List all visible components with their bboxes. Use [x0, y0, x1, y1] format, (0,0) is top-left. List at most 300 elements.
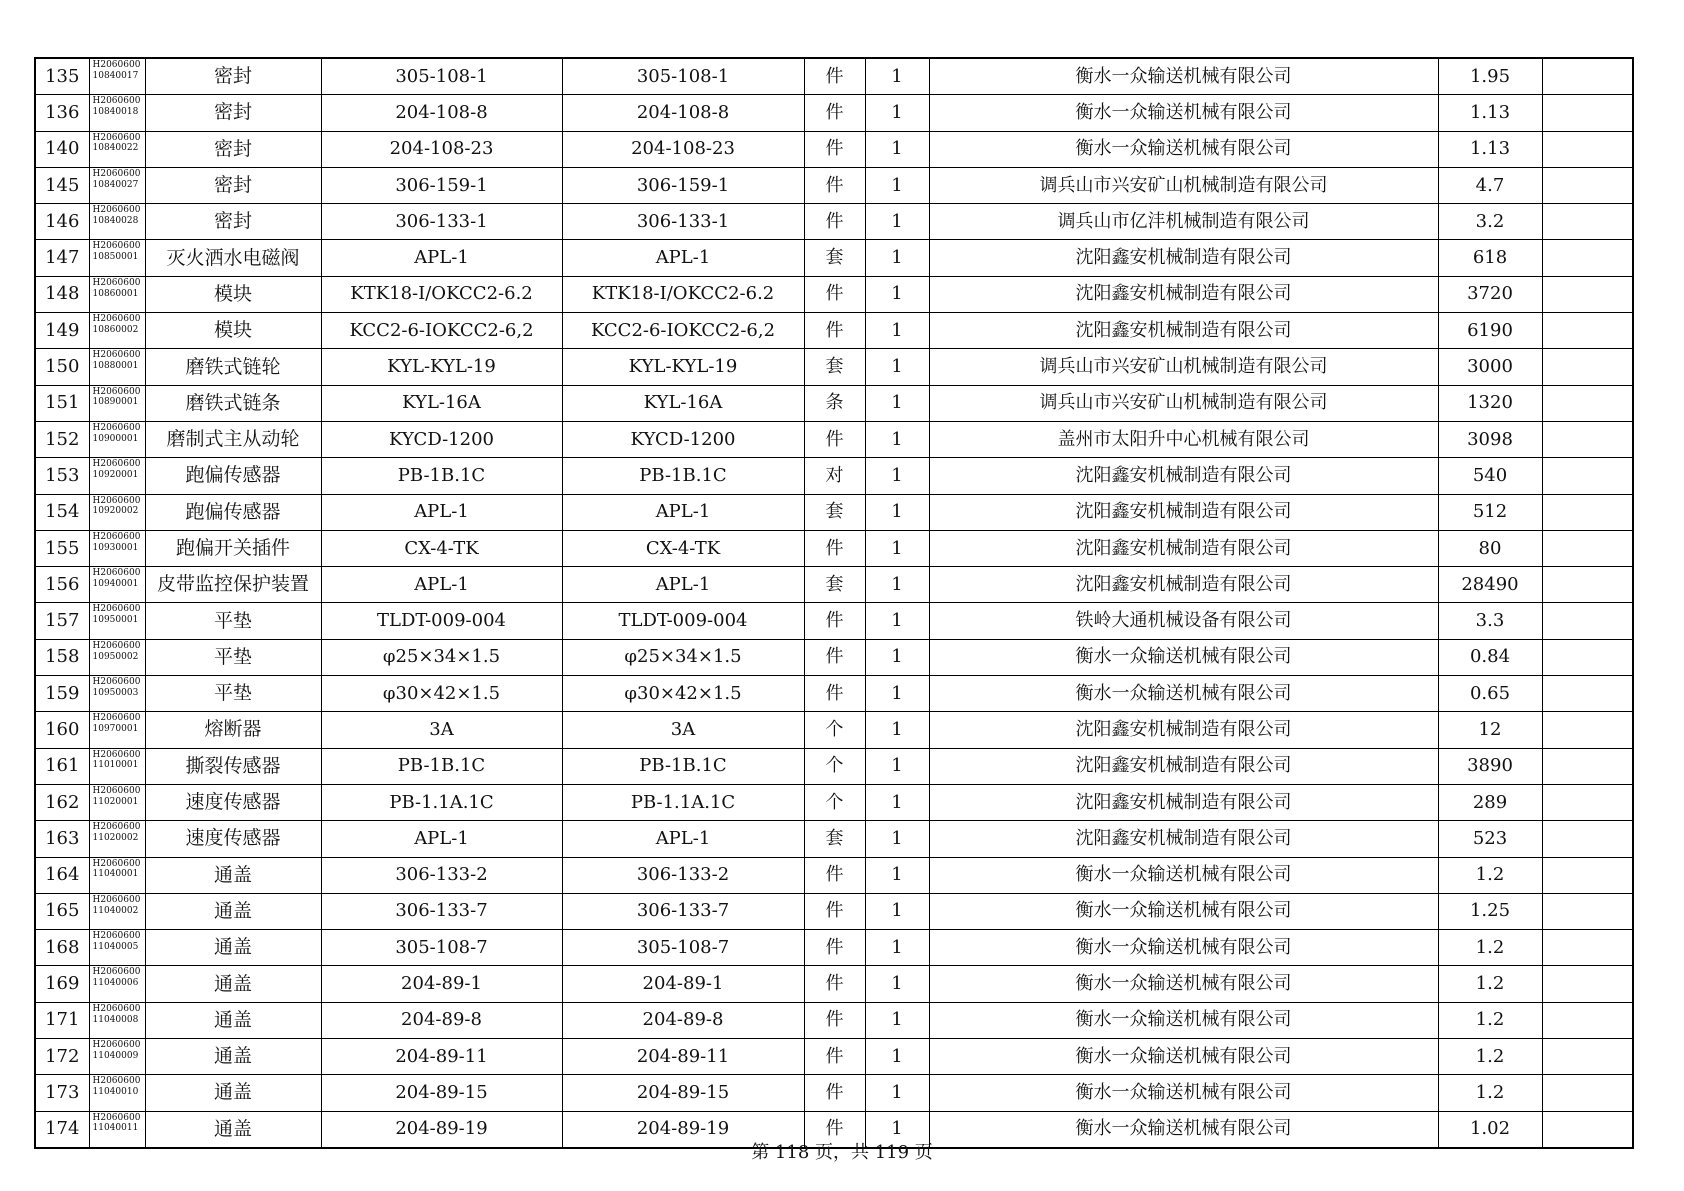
supplier: 衡水一众输送机械有限公司 — [929, 930, 1438, 966]
material-name: 皮带监控保护装置 — [145, 567, 321, 603]
specification: 204-89-19 — [321, 1111, 562, 1148]
supplier: 调兵山市兴安矿山机械制造有限公司 — [929, 349, 1438, 385]
material-code-prefix: H2060600 — [92, 205, 141, 216]
remark — [1542, 385, 1633, 421]
material-code — [89, 58, 145, 95]
quantity: 1 — [865, 349, 929, 385]
material-code-suffix: 10850001 — [92, 252, 139, 263]
unit-price: 12 — [1438, 712, 1542, 748]
material-code-prefix: H2060600 — [92, 422, 141, 433]
unit: 套 — [804, 349, 865, 385]
remark — [1542, 421, 1633, 457]
unit: 个 — [804, 748, 865, 784]
unit: 件 — [804, 530, 865, 566]
material-code-suffix: 11040005 — [92, 941, 139, 952]
material-name: 通盖 — [145, 930, 321, 966]
material-code-prefix: H2060600 — [92, 531, 141, 542]
table-row — [35, 893, 1633, 929]
remark — [1542, 784, 1633, 820]
material-code — [89, 930, 145, 966]
supplier: 盖州市太阳升中心机械有限公司 — [929, 421, 1438, 457]
remark — [1542, 567, 1633, 603]
unit-price: 1.95 — [1438, 58, 1542, 95]
unit: 套 — [804, 821, 865, 857]
material-name: 密封 — [145, 95, 321, 131]
material-code-prefix: H2060600 — [92, 1040, 141, 1051]
model-number: TLDT-009-004 — [562, 603, 804, 639]
material-code — [89, 567, 145, 603]
material-code-suffix: 10890001 — [92, 397, 139, 408]
material-code-prefix: H2060600 — [92, 604, 141, 615]
unit-price: 3720 — [1438, 276, 1542, 312]
specification: APL-1 — [321, 494, 562, 530]
unit-price: 1.2 — [1438, 1075, 1542, 1111]
remark — [1542, 1039, 1633, 1075]
material-code — [89, 421, 145, 457]
remark — [1542, 712, 1633, 748]
specification: 305-108-1 — [321, 58, 562, 95]
specification: 306-133-1 — [321, 204, 562, 240]
unit: 件 — [804, 95, 865, 131]
remark — [1542, 603, 1633, 639]
row-number: 164 — [35, 857, 89, 893]
specification: KYL-KYL-19 — [321, 349, 562, 385]
material-code-suffix: 11040009 — [92, 1050, 139, 1061]
material-code-suffix: 11040010 — [92, 1087, 139, 1098]
material-code — [89, 131, 145, 167]
row-number: 168 — [35, 930, 89, 966]
material-code — [89, 458, 145, 494]
row-number: 160 — [35, 712, 89, 748]
row-number: 157 — [35, 603, 89, 639]
specification: PB-1B.1C — [321, 748, 562, 784]
supplier: 衡水一众输送机械有限公司 — [929, 676, 1438, 712]
supplier: 调兵山市兴安矿山机械制造有限公司 — [929, 167, 1438, 203]
specification: APL-1 — [321, 567, 562, 603]
specification: φ25×34×1.5 — [321, 639, 562, 675]
supplier: 衡水一众输送机械有限公司 — [929, 131, 1438, 167]
table-row — [35, 966, 1633, 1002]
material-code-prefix: H2060600 — [92, 386, 141, 397]
material-code-suffix: 10840017 — [92, 70, 139, 81]
row-number: 173 — [35, 1075, 89, 1111]
table-row — [35, 1002, 1633, 1038]
remark — [1542, 639, 1633, 675]
remark — [1542, 58, 1633, 95]
model-number: 306-133-7 — [562, 893, 804, 929]
table-row — [35, 167, 1633, 203]
quantity: 1 — [865, 276, 929, 312]
row-number: 156 — [35, 567, 89, 603]
model-number: 204-89-19 — [562, 1111, 804, 1148]
row-number: 148 — [35, 276, 89, 312]
model-number: 204-89-15 — [562, 1075, 804, 1111]
table-row — [35, 567, 1633, 603]
quantity: 1 — [865, 421, 929, 457]
specification: φ30×42×1.5 — [321, 676, 562, 712]
material-code-suffix: 10860002 — [92, 324, 139, 335]
material-code-suffix: 10970001 — [92, 724, 139, 735]
table-row — [35, 930, 1633, 966]
material-code-prefix: H2060600 — [92, 495, 141, 506]
material-name: 密封 — [145, 131, 321, 167]
material-name: 磨制式主从动轮 — [145, 421, 321, 457]
unit-price: 28490 — [1438, 567, 1542, 603]
material-code — [89, 240, 145, 276]
material-code — [89, 385, 145, 421]
unit-price: 1320 — [1438, 385, 1542, 421]
table-row — [35, 821, 1633, 857]
material-code-prefix: H2060600 — [92, 168, 141, 179]
unit: 件 — [804, 966, 865, 1002]
remark — [1542, 857, 1633, 893]
remark — [1542, 966, 1633, 1002]
material-code-suffix: 10940001 — [92, 578, 139, 589]
material-code — [89, 530, 145, 566]
material-code — [89, 276, 145, 312]
table-row — [35, 385, 1633, 421]
row-number: 147 — [35, 240, 89, 276]
model-number: 3A — [562, 712, 804, 748]
quantity: 1 — [865, 240, 929, 276]
material-code-prefix: H2060600 — [92, 894, 141, 905]
material-name: 跑偏传感器 — [145, 458, 321, 494]
material-code-suffix: 10950002 — [92, 651, 139, 662]
model-number: APL-1 — [562, 567, 804, 603]
material-code-suffix: 10840022 — [92, 143, 139, 154]
model-number: 204-108-8 — [562, 95, 804, 131]
unit-price: 3000 — [1438, 349, 1542, 385]
remark — [1542, 167, 1633, 203]
material-code-suffix: 10930001 — [92, 542, 139, 553]
unit-price: 1.2 — [1438, 930, 1542, 966]
remark — [1542, 530, 1633, 566]
material-name: 密封 — [145, 167, 321, 203]
remark — [1542, 1075, 1633, 1111]
material-code-suffix: 10860001 — [92, 288, 139, 299]
material-code — [89, 603, 145, 639]
material-code-suffix: 10840027 — [92, 179, 139, 190]
table-row — [35, 1039, 1633, 1075]
row-number: 162 — [35, 784, 89, 820]
material-name: 通盖 — [145, 1111, 321, 1148]
remark — [1542, 349, 1633, 385]
material-code-suffix: 11040008 — [92, 1014, 139, 1025]
material-code — [89, 857, 145, 893]
quantity: 1 — [865, 385, 929, 421]
unit-price: 540 — [1438, 458, 1542, 494]
material-code-suffix: 10920001 — [92, 470, 139, 481]
specification: KTK18-I/OKCC2-6.2 — [321, 276, 562, 312]
table-row — [35, 494, 1633, 530]
material-code-prefix: H2060600 — [92, 1003, 141, 1014]
material-code-suffix: 11020001 — [92, 796, 139, 807]
model-number: KYL-KYL-19 — [562, 349, 804, 385]
remark — [1542, 1002, 1633, 1038]
unit-price: 1.25 — [1438, 893, 1542, 929]
model-number: 306-133-1 — [562, 204, 804, 240]
unit-price: 1.2 — [1438, 857, 1542, 893]
material-name: 通盖 — [145, 1075, 321, 1111]
row-number: 163 — [35, 821, 89, 857]
model-number: APL-1 — [562, 821, 804, 857]
row-number: 154 — [35, 494, 89, 530]
row-number: 158 — [35, 639, 89, 675]
specification: KYL-16A — [321, 385, 562, 421]
specification: TLDT-009-004 — [321, 603, 562, 639]
price-table — [34, 57, 1634, 1149]
quantity: 1 — [865, 530, 929, 566]
unit: 件 — [804, 857, 865, 893]
remark — [1542, 276, 1633, 312]
quantity: 1 — [865, 58, 929, 95]
material-code-prefix: H2060600 — [92, 931, 141, 942]
remark — [1542, 821, 1633, 857]
material-name: 磨铁式链轮 — [145, 349, 321, 385]
material-code-prefix: H2060600 — [92, 749, 141, 760]
model-number: 204-89-1 — [562, 966, 804, 1002]
supplier: 衡水一众输送机械有限公司 — [929, 1075, 1438, 1111]
specification: 204-89-1 — [321, 966, 562, 1002]
model-number: KYL-16A — [562, 385, 804, 421]
unit: 件 — [804, 1002, 865, 1038]
quantity: 1 — [865, 1075, 929, 1111]
specification: CX-4-TK — [321, 530, 562, 566]
table-row — [35, 313, 1633, 349]
table-row — [35, 240, 1633, 276]
material-code-suffix: 10840028 — [92, 215, 139, 226]
row-number: 174 — [35, 1111, 89, 1148]
unit-price: 80 — [1438, 530, 1542, 566]
row-number: 153 — [35, 458, 89, 494]
material-code-prefix: H2060600 — [92, 967, 141, 978]
row-number: 152 — [35, 421, 89, 457]
material-name: 速度传感器 — [145, 784, 321, 820]
row-number: 151 — [35, 385, 89, 421]
unit: 件 — [804, 1111, 865, 1148]
supplier: 沈阳鑫安机械制造有限公司 — [929, 276, 1438, 312]
unit-price: 523 — [1438, 821, 1542, 857]
supplier: 沈阳鑫安机械制造有限公司 — [929, 313, 1438, 349]
material-code-prefix: H2060600 — [92, 568, 141, 579]
material-name: 跑偏传感器 — [145, 494, 321, 530]
unit-price: 618 — [1438, 240, 1542, 276]
unit: 件 — [804, 276, 865, 312]
row-number: 155 — [35, 530, 89, 566]
unit: 件 — [804, 421, 865, 457]
quantity: 1 — [865, 676, 929, 712]
material-name: 平垫 — [145, 676, 321, 712]
unit: 条 — [804, 385, 865, 421]
supplier: 衡水一众输送机械有限公司 — [929, 95, 1438, 131]
material-code — [89, 167, 145, 203]
supplier: 铁岭大通机械设备有限公司 — [929, 603, 1438, 639]
table-row — [35, 1075, 1633, 1111]
model-number: KTK18-I/OKCC2-6.2 — [562, 276, 804, 312]
material-code-prefix: H2060600 — [92, 350, 141, 361]
model-number: KYCD-1200 — [562, 421, 804, 457]
material-code — [89, 784, 145, 820]
quantity: 1 — [865, 784, 929, 820]
quantity: 1 — [865, 204, 929, 240]
material-code — [89, 639, 145, 675]
unit: 对 — [804, 458, 865, 494]
table-row — [35, 421, 1633, 457]
table-row — [35, 58, 1633, 95]
material-code — [89, 1039, 145, 1075]
supplier: 衡水一众输送机械有限公司 — [929, 857, 1438, 893]
unit: 件 — [804, 676, 865, 712]
unit: 件 — [804, 58, 865, 95]
quantity: 1 — [865, 893, 929, 929]
row-number: 172 — [35, 1039, 89, 1075]
model-number: APL-1 — [562, 494, 804, 530]
table-row — [35, 276, 1633, 312]
supplier: 调兵山市兴安矿山机械制造有限公司 — [929, 385, 1438, 421]
material-code-suffix: 11040006 — [92, 978, 139, 989]
material-name: 密封 — [145, 204, 321, 240]
unit: 件 — [804, 893, 865, 929]
material-code-suffix: 11040002 — [92, 905, 139, 916]
material-code-suffix: 10950001 — [92, 615, 139, 626]
quantity: 1 — [865, 167, 929, 203]
specification: 306-133-2 — [321, 857, 562, 893]
row-number: 149 — [35, 313, 89, 349]
material-code — [89, 748, 145, 784]
unit: 件 — [804, 313, 865, 349]
material-name: 密封 — [145, 58, 321, 95]
remark — [1542, 204, 1633, 240]
supplier: 衡水一众输送机械有限公司 — [929, 1039, 1438, 1075]
model-number: φ30×42×1.5 — [562, 676, 804, 712]
page-footer: 第 118 页，共 119 页 — [751, 1142, 933, 1163]
material-name: 通盖 — [145, 857, 321, 893]
remark — [1542, 131, 1633, 167]
material-code-prefix: H2060600 — [92, 677, 141, 688]
table-row — [35, 748, 1633, 784]
specification: 204-89-8 — [321, 1002, 562, 1038]
unit-price: 289 — [1438, 784, 1542, 820]
material-code — [89, 494, 145, 530]
supplier: 衡水一众输送机械有限公司 — [929, 893, 1438, 929]
model-number: 204-108-23 — [562, 131, 804, 167]
material-code — [89, 821, 145, 857]
model-number: CX-4-TK — [562, 530, 804, 566]
unit-price: 0.65 — [1438, 676, 1542, 712]
material-code — [89, 966, 145, 1002]
unit-price: 1.2 — [1438, 1002, 1542, 1038]
unit: 件 — [804, 930, 865, 966]
material-name: 平垫 — [145, 639, 321, 675]
material-name: 通盖 — [145, 966, 321, 1002]
remark — [1542, 494, 1633, 530]
material-name: 速度传感器 — [145, 821, 321, 857]
table-row — [35, 784, 1633, 820]
supplier: 衡水一众输送机械有限公司 — [929, 1002, 1438, 1038]
specification: KYCD-1200 — [321, 421, 562, 457]
material-code-suffix: 11040001 — [92, 869, 139, 880]
material-code-prefix: H2060600 — [92, 132, 141, 143]
row-number: 146 — [35, 204, 89, 240]
remark — [1542, 930, 1633, 966]
material-code-prefix: H2060600 — [92, 713, 141, 724]
unit: 套 — [804, 240, 865, 276]
supplier: 沈阳鑫安机械制造有限公司 — [929, 240, 1438, 276]
material-code — [89, 676, 145, 712]
unit-price: 1.2 — [1438, 966, 1542, 1002]
table-row — [35, 458, 1633, 494]
unit-price: 512 — [1438, 494, 1542, 530]
row-number: 159 — [35, 676, 89, 712]
table-row — [35, 857, 1633, 893]
table-row — [35, 204, 1633, 240]
material-code — [89, 712, 145, 748]
unit-price: 3.2 — [1438, 204, 1542, 240]
material-name: 模块 — [145, 313, 321, 349]
remark — [1542, 240, 1633, 276]
material-code-suffix: 11020002 — [92, 833, 139, 844]
specification: 306-159-1 — [321, 167, 562, 203]
supplier: 沈阳鑫安机械制造有限公司 — [929, 458, 1438, 494]
model-number: APL-1 — [562, 240, 804, 276]
material-code-prefix: H2060600 — [92, 1076, 141, 1087]
material-code — [89, 1002, 145, 1038]
quantity: 1 — [865, 131, 929, 167]
unit: 件 — [804, 1075, 865, 1111]
material-name: 灭火洒水电磁阀 — [145, 240, 321, 276]
quantity: 1 — [865, 821, 929, 857]
material-name: 磨铁式链条 — [145, 385, 321, 421]
unit: 件 — [804, 1039, 865, 1075]
supplier: 沈阳鑫安机械制造有限公司 — [929, 530, 1438, 566]
material-name: 通盖 — [145, 1039, 321, 1075]
quantity: 1 — [865, 748, 929, 784]
unit-price: 1.02 — [1438, 1111, 1542, 1148]
material-name: 模块 — [145, 276, 321, 312]
unit: 件 — [804, 204, 865, 240]
model-number: PB-1.1A.1C — [562, 784, 804, 820]
unit-price: 0.84 — [1438, 639, 1542, 675]
supplier: 衡水一众输送机械有限公司 — [929, 639, 1438, 675]
material-code-suffix: 10880001 — [92, 361, 139, 372]
specification: APL-1 — [321, 821, 562, 857]
unit-price: 1.2 — [1438, 1039, 1542, 1075]
material-code — [89, 349, 145, 385]
material-code — [89, 204, 145, 240]
table-row — [35, 603, 1633, 639]
quantity: 1 — [865, 1111, 929, 1148]
material-code-suffix: 10840018 — [92, 107, 139, 118]
unit-price: 3098 — [1438, 421, 1542, 457]
supplier: 沈阳鑫安机械制造有限公司 — [929, 784, 1438, 820]
specification: 204-89-11 — [321, 1039, 562, 1075]
table-row — [35, 712, 1633, 748]
supplier: 衡水一众输送机械有限公司 — [929, 1111, 1438, 1148]
model-number: φ25×34×1.5 — [562, 639, 804, 675]
row-number: 165 — [35, 893, 89, 929]
unit: 件 — [804, 603, 865, 639]
material-code-prefix: H2060600 — [92, 314, 141, 325]
unit-price: 1.13 — [1438, 131, 1542, 167]
remark — [1542, 748, 1633, 784]
unit: 个 — [804, 784, 865, 820]
specification: 204-108-23 — [321, 131, 562, 167]
remark — [1542, 313, 1633, 349]
material-name: 通盖 — [145, 1002, 321, 1038]
table-row — [35, 95, 1633, 131]
material-code-prefix: H2060600 — [92, 96, 141, 107]
quantity: 1 — [865, 930, 929, 966]
